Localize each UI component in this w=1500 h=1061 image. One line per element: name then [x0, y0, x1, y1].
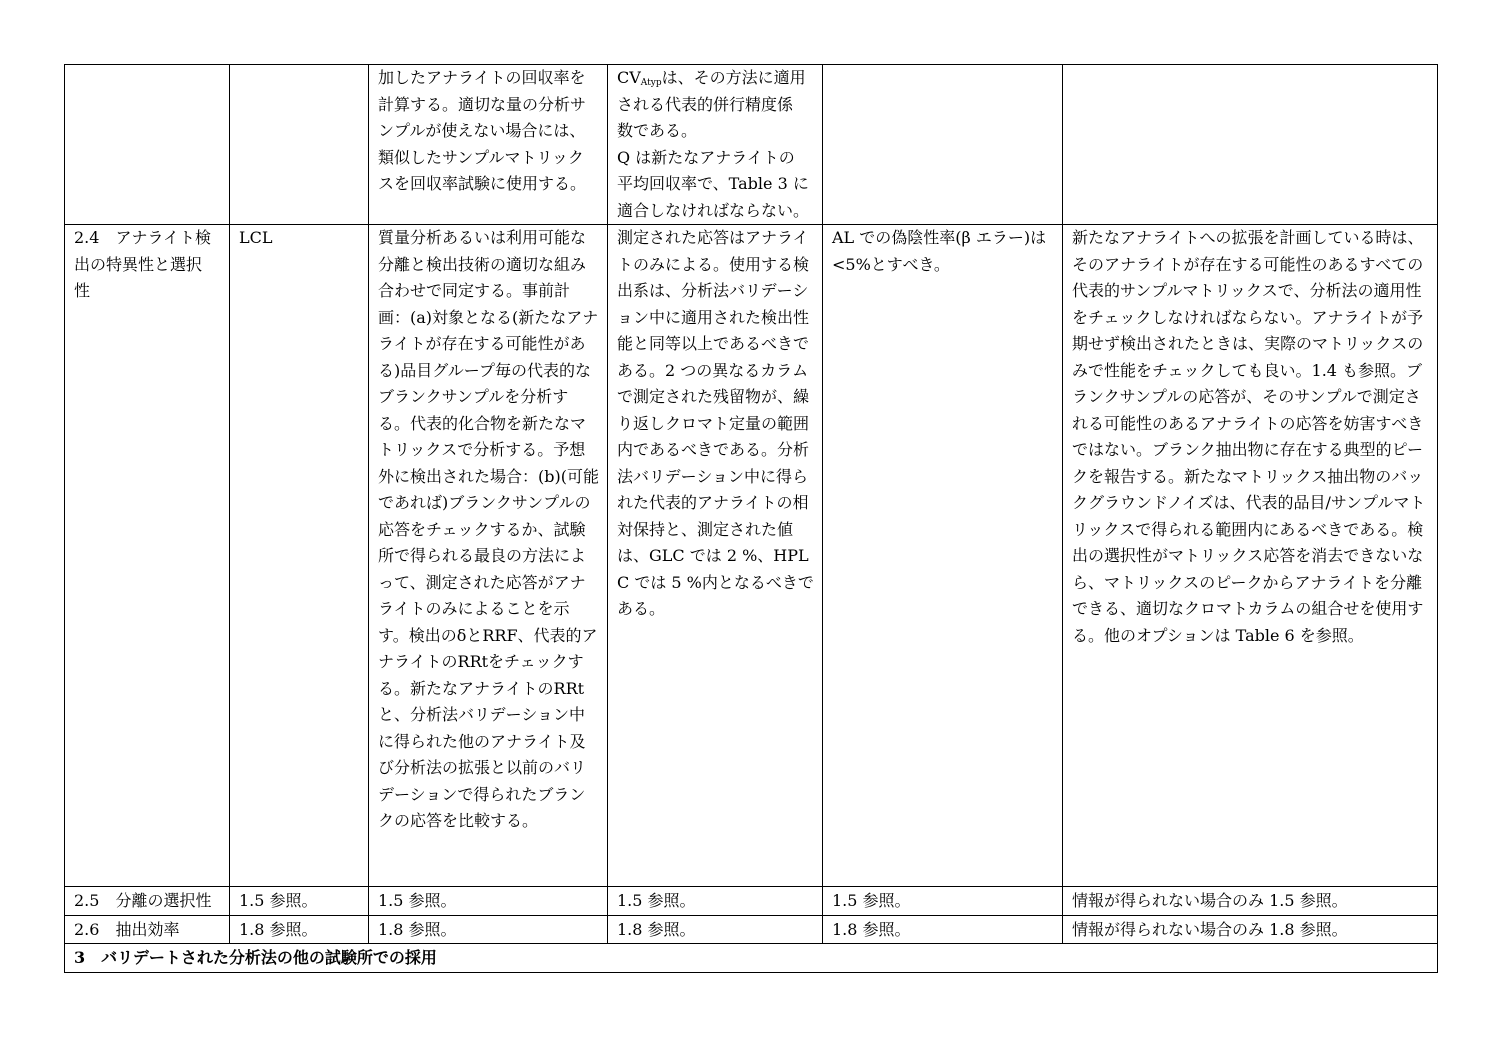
text-line: 出の特異性と選択	[74, 254, 203, 274]
cell-2-5-notes: 情報が得られない場合のみ 1.5 参照。	[1063, 887, 1438, 916]
cell-2-5-error: 1.5 参照。	[823, 887, 1063, 916]
text-line: スを回収率試験に使用する。	[378, 174, 587, 193]
cell-2-4-criteria	[608, 225, 823, 887]
cell-continued-error	[823, 65, 1063, 225]
cell-2-5-criteria: 1.5 参照。	[608, 887, 823, 916]
text-line: 類似したサンプルマトリック	[378, 147, 584, 167]
table-row-2-5	[65, 887, 1438, 916]
cv-description: は、その方法に適用	[661, 68, 806, 87]
cell-2-5-scope: 1.5 参照。	[230, 887, 369, 916]
table-row-section-3	[65, 944, 1438, 973]
text-line	[617, 65, 814, 92]
cell-2-6-criteria: 1.8 参照。	[608, 915, 823, 944]
section-3-heading: 3 バリデートされた分析法の他の試験所での採用	[65, 944, 1438, 973]
cell-2-6-notes: 情報が得られない場合のみ 1.8 参照。	[1063, 915, 1438, 944]
validation-table	[64, 64, 1438, 973]
text-line: 数である。	[617, 121, 698, 140]
cell-2-4-procedure	[369, 225, 608, 887]
cell-2-6-error: 1.8 参照。	[823, 915, 1063, 944]
cv-subscript: Atyp	[640, 78, 662, 88]
text-line: 適合しなければならない。	[617, 200, 810, 220]
cell-2-4-error	[823, 225, 1063, 887]
criteria-text: 測定された応答はアナライトのみによる。使用する検出系は、分析法バリデーション中に適用された検出性能と同等以上であるべきである。2 つの異なるカラムで測定された残留物が、繰り返しクロマト定量の範囲内であるべきである。分析法バリデーション中に得られた代表的アナライトの相対保持と、測定された値は、GLC では 2 %、HPLC では 5 %内となるべきである。	[617, 228, 814, 618]
cell-continued-item	[65, 65, 230, 225]
cell-2-4-notes	[1063, 225, 1438, 887]
table-row-2-4	[65, 225, 1438, 887]
text-line: 計算する。適切な量の分析サ	[378, 94, 587, 114]
text-line: ンプルが使えない場合には、	[378, 121, 586, 140]
procedure-text: 質量分析あるいは利用可能な分離と検出技術の適切な組み合わせで同定する。事前計画：(a)対象となる(新たなアナライトが存在する可能性がある)品目グループ毎の代表的なブランクサンプルを分析する。代表的化合物を新たなマトリックスで分析する。予想外に検出された場合：(b)(可能であれば)ブランクサンプルの応答をチェックするか、試験所で得られる最良の方法によって、測定された応答がアナライトのみによることを示す。検出のδとRRF、代表的アナライトのRRtをチェックする。新たなアナライトのRRtと、分析法バリデーション中に得られた他のアナライト及び分析法の拡張と以前のバリデーションで得られたブランクの応答を比較する。	[378, 228, 599, 830]
cell-2-5-item: 2.5 分離の選択性	[65, 887, 230, 916]
cell-continued-scope	[230, 65, 369, 225]
table-row-2-6	[65, 915, 1438, 944]
cell-2-4-item	[65, 225, 230, 887]
text-line: 平均回収率で、Table 3 に	[617, 174, 809, 193]
scope-text: LCL	[239, 228, 273, 247]
table-row-continued	[65, 65, 1438, 225]
text-line: Q は新たなアナライトの	[617, 147, 795, 167]
cv-symbol: CV	[617, 68, 641, 87]
text-line: 2.4 アナライト検	[74, 228, 211, 247]
cell-continued-notes	[1063, 65, 1438, 225]
cell-2-5-procedure: 1.5 参照。	[369, 887, 608, 916]
cell-continued-procedure	[369, 65, 608, 225]
cell-continued-criteria	[608, 65, 823, 225]
cell-2-6-scope: 1.8 参照。	[230, 915, 369, 944]
text-line: 性	[74, 281, 91, 300]
cell-2-6-item: 2.6 抽出効率	[65, 915, 230, 944]
cell-2-6-procedure: 1.8 参照。	[369, 915, 608, 944]
text-line: 加したアナライトの回収率を	[378, 68, 586, 87]
notes-text: 新たなアナライトへの拡張を計画している時は、そのアナライトが存在する可能性のあるすべての代表的サンプルマトリックスで、分析法の適用性をチェックしなければならない。アナライトが予期せず検出されたときは、実際のマトリックスのみで性能をチェックしても良い。1.4 も参照。ブランクサンプルの応答が、そのサンプルで測定される可能性のあるアナライトの応答を妨害すべきではない。ブランク抽出物に存在する典型的ピークを報告する。新たなマトリックス抽出物のバックグラウンドノイズは、代表的品目/サンプルマトリックスで得られる範囲内にあるべきである。検出の選択性がマトリックス応答を消去できないなら、マトリックスのピークからアナライトを分離できる、適切なクロマトカラムの組合せを使用する。他のオプションは Table 6 を参照。	[1072, 228, 1426, 645]
error-text: AL での偽陰性率(β エラー)は <5%とすべき。	[832, 228, 1047, 274]
cell-2-4-scope	[230, 225, 369, 887]
text-line: される代表的併行精度係	[617, 94, 794, 114]
